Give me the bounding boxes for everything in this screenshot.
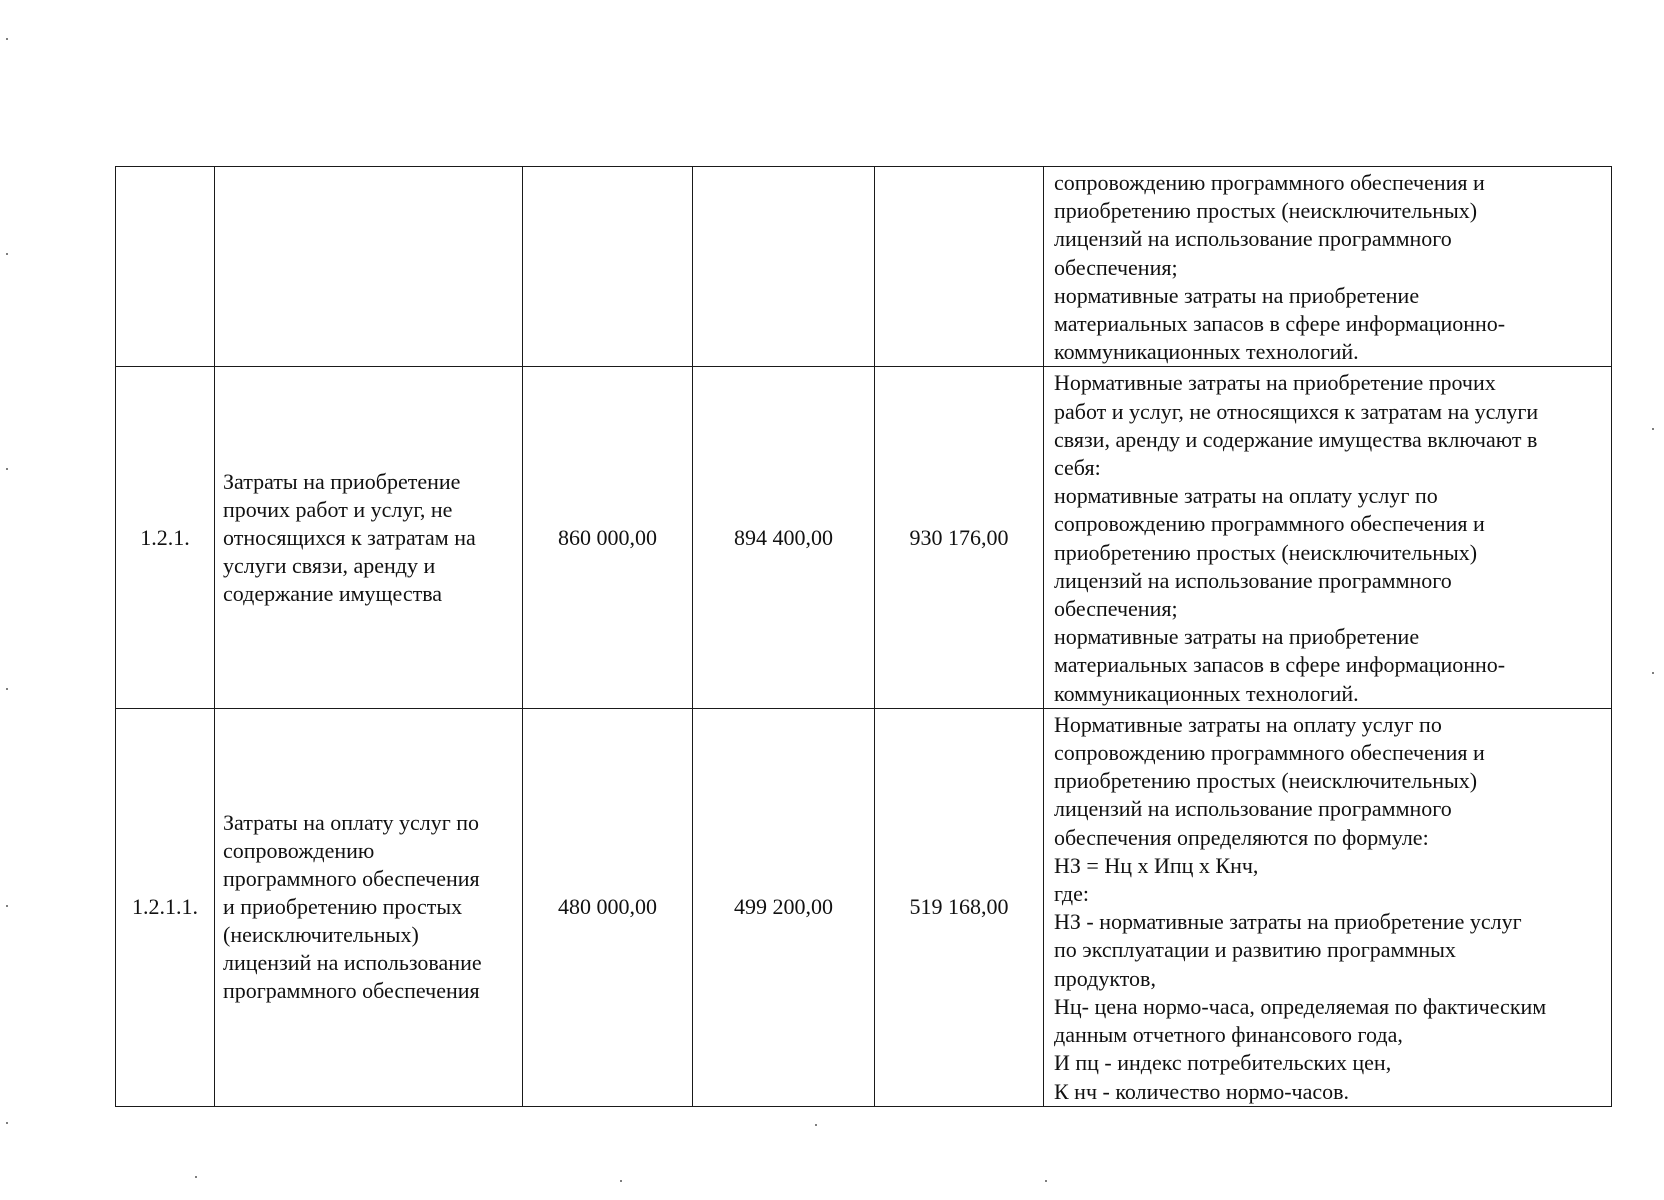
cost-name-line: лицензий на использование: [223, 950, 482, 976]
scan-speck: [6, 688, 8, 690]
cost-name-line: относящихся к затратам на: [223, 524, 476, 550]
year1-value-cell: [523, 167, 693, 367]
year3-value-cell: [875, 167, 1044, 367]
description-line: НЗ - нормативные затраты на приобретение услуг: [1054, 909, 1522, 935]
description-line: продуктов,: [1054, 965, 1156, 991]
cost-name-line: Затраты на оплату услуг по: [223, 810, 480, 836]
scan-speck: [620, 1180, 622, 1182]
row-number-cell: [116, 167, 215, 367]
scan-speck: [1045, 1180, 1047, 1182]
description-line: Нормативные затраты на оплату услуг по: [1054, 711, 1442, 737]
year1-value-cell: 480 000,00: [523, 708, 693, 1106]
description-line: нормативные затраты на оплату услуг по: [1054, 483, 1438, 509]
description-line: нормативные затраты на приобретение: [1054, 624, 1420, 650]
cost-name-line: программного обеспечения: [223, 978, 480, 1004]
description-line: коммуникационных технологий.: [1054, 680, 1359, 706]
row-number-cell: 1.2.1.1.: [116, 708, 215, 1106]
description-line: лицензий на использование программного: [1054, 567, 1452, 593]
year3-value-cell: 519 168,00: [875, 708, 1044, 1106]
description-line: сопровождению программного обеспечения и: [1054, 740, 1485, 766]
description-line: материальных запасов в сфере информационно-: [1054, 311, 1506, 337]
description-line: где:: [1054, 881, 1089, 907]
year2-value-cell: 894 400,00: [693, 367, 875, 708]
table-row: [116, 708, 1612, 1106]
cost-name-cell: [215, 367, 523, 708]
year3-value-cell: 930 176,00: [875, 367, 1044, 708]
scan-speck: [6, 38, 8, 40]
cost-name-line: программного обеспечения: [223, 866, 480, 892]
description-cell: [1044, 167, 1612, 367]
description-line: обеспечения;: [1054, 254, 1178, 280]
cost-table: [115, 166, 1612, 1107]
description-line: связи, аренду и содержание имущества включают в: [1054, 426, 1538, 452]
cost-name-cell: [215, 708, 523, 1106]
cost-name-line: услуги связи, аренду и: [223, 552, 436, 578]
description-line: приобретению простых (неисключительных): [1054, 198, 1478, 224]
description-line: сопровождению программного обеспечения и: [1054, 511, 1485, 537]
scan-speck: [195, 1176, 197, 1178]
scan-speck: [815, 1124, 817, 1126]
scan-speck: [1652, 428, 1654, 430]
description-line: К нч - количество нормо-часов.: [1054, 1078, 1350, 1104]
scan-speck: [6, 253, 8, 255]
year2-value-cell: 499 200,00: [693, 708, 875, 1106]
description-line: данным отчетного финансового года,: [1054, 1022, 1403, 1048]
scan-speck: [6, 1122, 8, 1124]
cost-name-line: Затраты на приобретение: [223, 468, 461, 494]
scan-speck: [6, 905, 8, 907]
cost-name-line: и приобретению простых: [223, 894, 463, 920]
description-line: И пц - индекс потребительских цен,: [1054, 1050, 1392, 1076]
description-line: работ и услуг, не относящихся к затратам на услуги: [1054, 398, 1539, 424]
scan-speck: [6, 468, 8, 470]
description-line: нормативные затраты на приобретение: [1054, 282, 1420, 308]
table-row: [116, 167, 1612, 367]
description-line: материальных запасов в сфере информационно-: [1054, 652, 1506, 678]
cost-name-line: (неисключительных): [223, 922, 419, 948]
description-line: приобретению простых (неисключительных): [1054, 539, 1478, 565]
description-line: сопровождению программного обеспечения и: [1054, 170, 1485, 195]
description-line: лицензий на использование программного: [1054, 226, 1452, 252]
year1-value-cell: 860 000,00: [523, 367, 693, 708]
scan-speck: [1652, 672, 1654, 674]
description-line: себя:: [1054, 455, 1101, 481]
cost-name-line: прочих работ и услуг, не: [223, 496, 453, 522]
description-line: приобретению простых (неисключительных): [1054, 768, 1478, 794]
year2-value-cell: [693, 167, 875, 367]
description-line: коммуникационных технологий.: [1054, 339, 1359, 365]
description-line: обеспечения определяются по формуле:: [1054, 824, 1429, 850]
description-line: по эксплуатации и развитию программных: [1054, 937, 1456, 963]
row-number-cell: 1.2.1.: [116, 367, 215, 708]
cost-name-line: сопровождению: [223, 838, 375, 864]
description-line: лицензий на использование программного: [1054, 796, 1452, 822]
cost-name-cell: [215, 167, 523, 367]
description-cell: [1044, 708, 1612, 1106]
description-line: НЗ = Нц х Ипц х Кнч,: [1054, 852, 1259, 878]
description-line: Нормативные затраты на приобретение прочих: [1054, 370, 1496, 396]
cost-name-line: содержание имущества: [223, 580, 443, 606]
description-cell: [1044, 367, 1612, 708]
description-line: обеспечения;: [1054, 596, 1178, 622]
description-line: Нц- цена нормо-часа, определяемая по фактическим: [1054, 993, 1547, 1019]
table-row: [116, 367, 1612, 708]
